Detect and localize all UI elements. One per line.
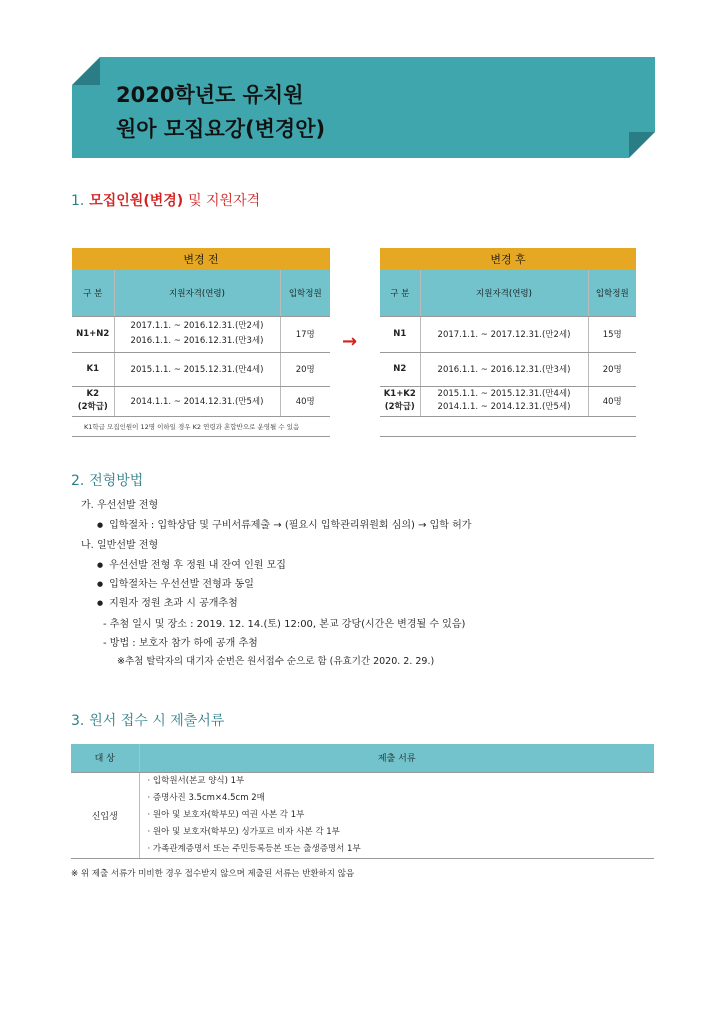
before-change-table: [72, 248, 330, 437]
priority-procedure: ● 입학절차 : 입학상담 및 구비서류제출 → (필요시 입학관리위원회 심의) → 입학 허가: [97, 516, 471, 531]
age-range: 2016.1.1. ~ 2016.12.31.(만3세): [420, 352, 588, 386]
col-documents: 제출 서류: [139, 744, 654, 772]
title-banner: [72, 57, 655, 158]
class-name: [380, 386, 420, 416]
before-col-age: 지원자격(연령): [114, 270, 280, 316]
change-arrow-icon: →: [342, 331, 358, 352]
table-row: [380, 316, 636, 352]
class-name: K1: [72, 352, 114, 386]
age-range: 2017.1.1. ~ 2017.12.31.(만2세): [420, 316, 588, 352]
class-line: K1+K2: [383, 389, 416, 399]
class-name: N2: [380, 352, 420, 386]
class-line: (2학급): [384, 402, 415, 412]
section3-title: 원서 접수 시 제출서류: [89, 713, 225, 729]
quota: 20명: [280, 352, 330, 386]
table-row: [72, 352, 330, 386]
section2-number: 2.: [71, 473, 85, 489]
section3-heading: [71, 710, 224, 730]
lottery-method: - 방법 : 보호자 참가 하에 공개 추첨: [103, 638, 258, 649]
required-documents-table: [71, 744, 654, 859]
section1-number: 1.: [71, 193, 85, 209]
page-title-line1: 2020학년도 유치원: [116, 83, 304, 107]
age-range: [420, 386, 588, 416]
list-item: · 증명사진 3.5cm×4.5cm 2매: [147, 792, 265, 803]
section1-title-rest: 및 지원자격: [188, 193, 261, 209]
age-line: 2017.1.1. ~ 2016.12.31.(만2세): [130, 321, 264, 331]
age-range: [114, 316, 280, 352]
list-item: ● 지원자 정원 초과 시 공개추첨: [97, 594, 238, 609]
section2-heading: [71, 470, 143, 490]
quota: 15명: [588, 316, 636, 352]
class-line: (2학급): [77, 402, 108, 412]
age-line: 2014.1.1. ~ 2014.12.31.(만5세): [437, 402, 571, 412]
before-note: K1학급 모집인원이 12명 이하일 경우 K2 연령과 혼합반으로 운영될 수 있음: [72, 416, 330, 436]
quota: 40명: [588, 386, 636, 416]
section1-heading: [71, 190, 260, 210]
quota: 17명: [280, 316, 330, 352]
target-group: 신입생: [71, 772, 139, 858]
section2-title: 전형방법: [89, 473, 144, 489]
priority-selection-label: 가. 우선선발 전형: [81, 500, 159, 511]
list-item: · 원아 및 보호자(학부모) 싱가포르 비자 사본 각 1부: [147, 826, 340, 837]
age-range: 2014.1.1. ~ 2014.12.31.(만5세): [114, 386, 280, 416]
age-line: 2015.1.1. ~ 2015.12.31.(만4세): [437, 389, 571, 399]
list-item: · 입학원서(본교 양식) 1부: [147, 775, 245, 786]
class-name: N1: [380, 316, 420, 352]
lottery-datetime: - 추첨 일시 및 장소 : 2019. 12. 14.(토) 12:00, 본교 강당(시간은 변경될 수 있음): [103, 619, 466, 630]
after-col-class: 구 분: [380, 270, 420, 316]
page-title-line2: 원아 모집요강(변경안): [116, 117, 326, 141]
list-item: · 가족관계증명서 또는 주민등록등본 또는 출생증명서 1부: [147, 843, 361, 854]
before-caption: 변경 전: [72, 248, 330, 270]
section1-title-highlight: 모집인원(변경): [89, 193, 184, 209]
table-row: [380, 352, 636, 386]
class-name: [72, 386, 114, 416]
after-caption: 변경 후: [380, 248, 636, 270]
list-item: ● 입학절차는 우선선발 전형과 동일: [97, 575, 254, 590]
after-col-age: 지원자격(연령): [420, 270, 588, 316]
after-note-empty: [380, 416, 636, 436]
class-name: N1+N2: [72, 316, 114, 352]
col-target: 대 상: [71, 744, 139, 772]
table-row: [380, 386, 636, 416]
class-line: K2: [86, 389, 99, 399]
document-list: [139, 772, 654, 858]
age-range: 2015.1.1. ~ 2015.12.31.(만4세): [114, 352, 280, 386]
after-col-quota: 입학정원: [588, 270, 636, 316]
quota: 40명: [280, 386, 330, 416]
banner-fold-corner-bottom: [629, 132, 655, 158]
documents-footnote: ※ 위 제출 서류가 미비한 경우 접수받지 않으며 제출된 서류는 반환하지 않음: [71, 869, 355, 879]
before-col-quota: 입학정원: [280, 270, 330, 316]
banner-fold-corner: [72, 57, 100, 85]
table-row: [72, 316, 330, 352]
lottery-note: ※추첨 탈락자의 대기자 순번은 원서접수 순으로 함 (유효기간 2020. 2. 29.): [117, 656, 435, 667]
list-item: · 원아 및 보호자(학부모) 여권 사본 각 1부: [147, 809, 305, 820]
table-row: [71, 772, 654, 858]
quota: 20명: [588, 352, 636, 386]
before-col-class: 구 분: [72, 270, 114, 316]
after-change-table: [380, 248, 636, 437]
list-item: ● 우선선발 전형 후 정원 내 잔여 인원 모집: [97, 556, 286, 571]
section3-number: 3.: [71, 713, 85, 729]
table-row: [72, 386, 330, 416]
general-selection-label: 나. 일반선발 전형: [81, 540, 159, 551]
age-line: 2016.1.1. ~ 2016.12.31.(만3세): [130, 336, 264, 346]
